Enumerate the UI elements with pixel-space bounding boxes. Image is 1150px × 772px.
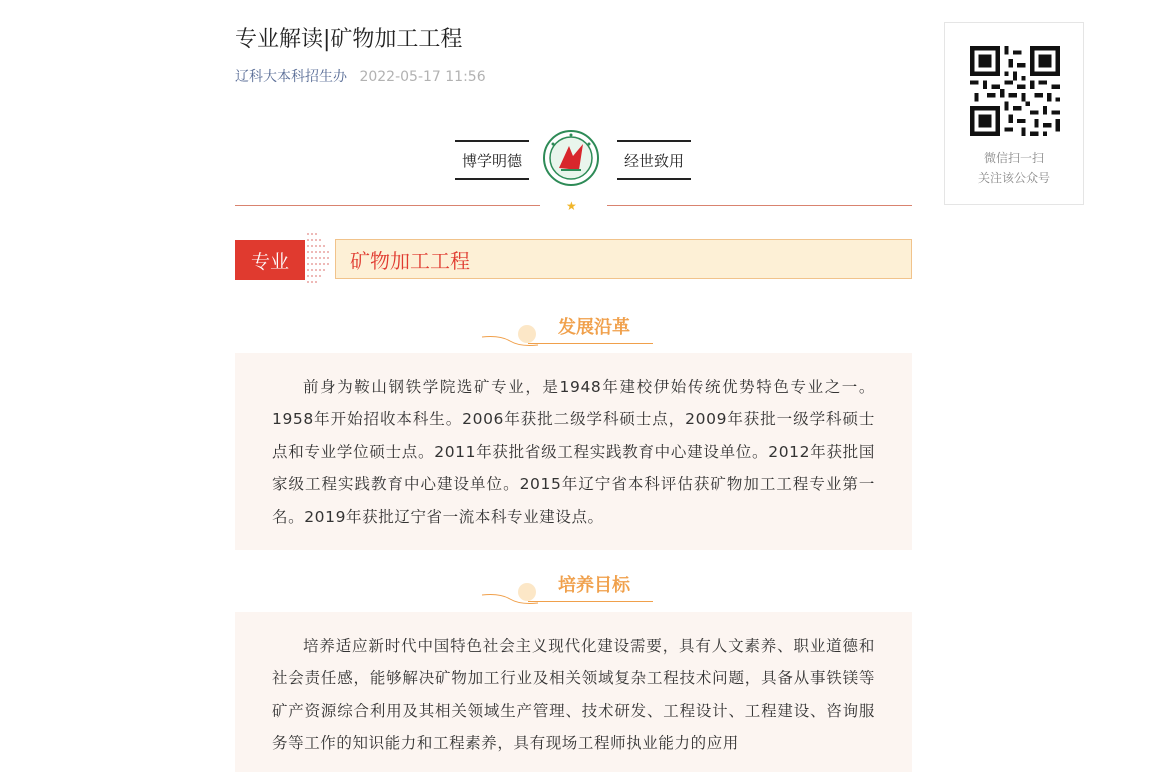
heading-underline	[528, 601, 653, 602]
motto-right: 经世致用	[617, 140, 691, 180]
goal-text: 培养适应新时代中国特色社会主义现代化建设需要，具有人文素养、职业道德和社会责任感，能够解决矿物加工行业及相关领域复杂工程技术问题，具备从事铁镁等矿产资源综合利用及其相关领域生产管理、技术研发、工程设计、工程建设、咨询服务等工作的知识能力和工程素养，具有现场工程师执业能力的应用	[272, 637, 875, 753]
publish-time: 2022-05-17 11:56	[359, 69, 486, 85]
qr-caption-2: 关注该公众号	[977, 171, 1050, 185]
qr-code-box	[944, 22, 1084, 205]
motto-banner	[455, 130, 692, 185]
goal-heading	[480, 571, 670, 607]
goal-panel	[235, 612, 912, 772]
article-meta	[235, 66, 486, 86]
divider-left	[235, 205, 540, 206]
circle-ornament	[518, 583, 536, 601]
major-name: 矿物加工工程	[335, 239, 912, 279]
history-text: 前身为鞍山钢铁学院选矿专业，是1948年建校伊始传统优势特色专业之一。1958年开始招收本科生。2006年获批二级学科硕士点，2009年获批一级学科硕士点和专业学位硕士点。2011年获批省级工程实践教育中心建设单位。2012年获批国家级工程实践教育中心建设单位。2015年辽宁省本科评估获矿物加工工程专业第一名。2019年获批辽宁省一流本科专业建设点。	[272, 378, 875, 526]
history-heading	[480, 313, 670, 349]
qr-caption-1: 微信扫一扫	[983, 151, 1044, 165]
goal-heading-text: 培养目标	[558, 575, 630, 596]
motto-left: 博学明德	[455, 140, 529, 180]
history-panel	[235, 353, 912, 550]
heading-underline	[528, 343, 653, 344]
star-icon: ★	[566, 199, 577, 213]
qr-code-icon[interactable]	[970, 46, 1060, 136]
article-title: 专业解读|矿物加工工程	[235, 27, 463, 52]
university-emblem-icon	[543, 130, 599, 186]
author-link[interactable]: 辽科大本科招生办	[235, 69, 347, 85]
dot-pattern-icon	[305, 226, 331, 292]
divider-right	[607, 205, 912, 206]
section-tag: 专业	[235, 240, 305, 280]
circle-ornament	[518, 325, 536, 343]
history-heading-text: 发展沿革	[558, 317, 630, 338]
